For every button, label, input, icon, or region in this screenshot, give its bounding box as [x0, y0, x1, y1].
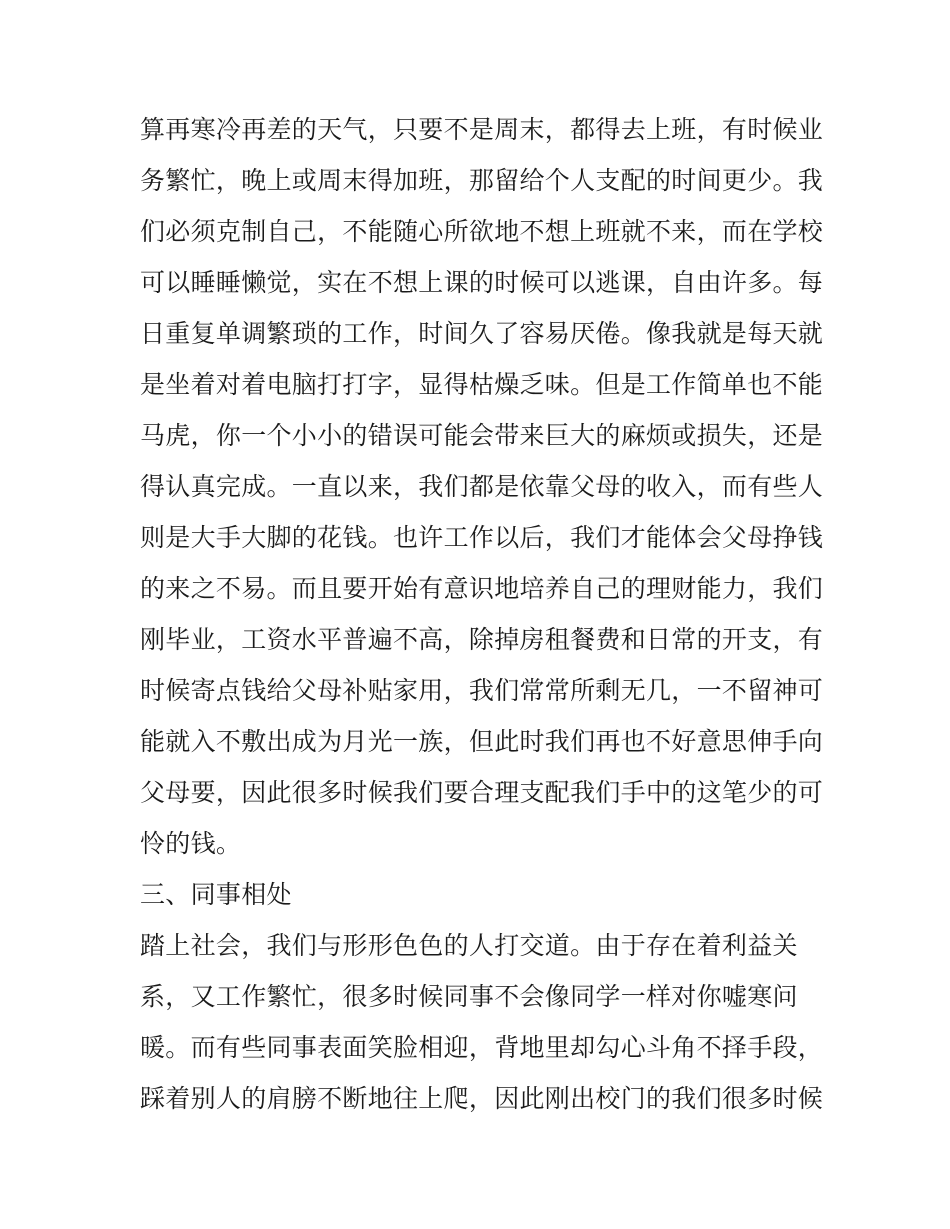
paragraph-line: 时候寄点钱给父母补贴家用，我们常常所剩无几，一不留神可 — [140, 676, 824, 705]
paragraph-line: 们必须克制自己，不能随心所欲地不想上班就不来，而在学校 — [140, 217, 824, 246]
paragraph-line: 得认真完成。一直以来，我们都是依靠父母的收入，而有些人 — [140, 472, 824, 501]
paragraph-line: 能就入不敷出成为月光一族，但此时我们再也不好意思伸手向 — [140, 727, 824, 756]
paragraph-line: 的来之不易。而且要开始有意识地培养自己的理财能力，我们 — [140, 574, 824, 603]
paragraph-line: 可以睡睡懒觉，实在不想上课的时候可以逃课，自由许多。每 — [140, 268, 824, 297]
paragraph-line: 则是大手大脚的花钱。也许工作以后，我们才能体会父母挣钱 — [140, 523, 824, 552]
paragraph-line: 日重复单调繁琐的工作，时间久了容易厌倦。像我就是每天就 — [140, 319, 824, 348]
paragraph-line: 算再寒冷再差的天气，只要不是周末，都得去上班，有时候业 — [140, 115, 824, 144]
paragraph-line: 踏上社会，我们与形形色色的人打交道。由于存在着利益关 — [140, 931, 798, 960]
paragraph-line: 刚毕业，工资水平普遍不高，除掉房租餐费和日常的开支，有 — [140, 625, 824, 654]
paragraph-line: 务繁忙，晚上或周末得加班，那留给个人支配的时间更少。我 — [140, 166, 824, 195]
paragraph-line: 系，又工作繁忙，很多时候同事不会像同学一样对你嘘寒问 — [140, 982, 798, 1011]
paragraph-line: 怜的钱。 — [140, 829, 242, 858]
paragraph-line: 马虎，你一个小小的错误可能会带来巨大的麻烦或损失，还是 — [140, 421, 824, 450]
paragraph-line: 是坐着对着电脑打打字，显得枯燥乏味。但是工作简单也不能 — [140, 370, 824, 399]
paragraph-line: 父母要，因此很多时候我们要合理支配我们手中的这笔少的可 — [140, 778, 824, 807]
body-text — [140, 104, 824, 1124]
paragraph-line: 踩着别人的肩膀不断地往上爬，因此刚出校门的我们很多时候 — [140, 1084, 824, 1113]
section-heading: 三、同事相处 — [140, 880, 292, 909]
paragraph-line: 暖。而有些同事表面笑脸相迎，背地里却勾心斗角不择手段， — [140, 1033, 824, 1062]
